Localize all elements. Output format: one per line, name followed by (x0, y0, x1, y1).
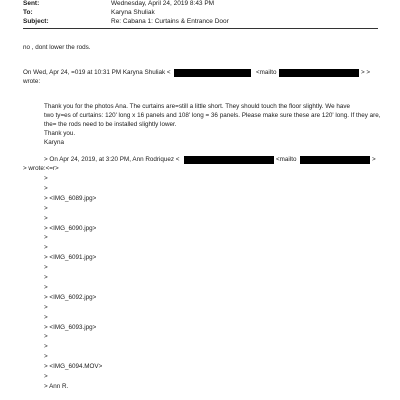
quoted-line: > (44, 204, 48, 212)
quoted-line: > (44, 274, 48, 281)
quoted-line: > (44, 234, 48, 242)
para-line: Thank you for the photos Ana. The curtains are=still a little short. They should touch the floor slightly. We have (44, 103, 350, 110)
to-value: Karyna Shuliak (111, 9, 155, 16)
quoted-line: > (44, 175, 48, 182)
quote-close: > > (361, 69, 371, 76)
para-line: the= the rods need to be installed slightly lower. (44, 121, 177, 128)
signature: Karyna (44, 139, 64, 146)
sent-label: Sent: (23, 0, 40, 7)
redacted-email (184, 156, 274, 164)
quote-mailto: <mailto (256, 69, 277, 76)
sent-value: Wednesday, April 24, 2019 8:43 PM (111, 0, 215, 7)
quoted-line: > (44, 333, 48, 341)
nested-wrote: > wrote:<=r> (23, 165, 59, 172)
quoted-line: > <IMG_6094.MOV> (44, 363, 103, 371)
redacted-email (279, 69, 359, 77)
quoted-line: > <IMG_6093.jpg> (44, 323, 97, 331)
redacted-email (300, 156, 370, 164)
quote-wrote: wrote: (23, 78, 41, 85)
quoted-line: > (44, 244, 48, 252)
quoted-line: > (44, 373, 48, 380)
quoted-line: > <IMG_6092.jpg> (44, 293, 97, 301)
quoted-line: > (44, 283, 48, 291)
quoted-line: > (44, 303, 48, 311)
quote-header-text: On Wed, Apr 24, =019 at 10:31 PM Karyna Shuliak < (23, 69, 171, 76)
quoted-line: > (44, 343, 48, 351)
quoted-line: > (44, 184, 48, 192)
quoted-line: > (44, 353, 48, 361)
reply-text: no , dont lower the rods. (23, 44, 91, 51)
subject-value: Re: Cabana 1: Curtains & Entrance Door (111, 18, 229, 25)
header-divider (23, 28, 378, 29)
quoted-line: > (44, 214, 48, 222)
nested-close: > (372, 156, 376, 163)
redacted-email (174, 69, 251, 77)
quoted-line: > <IMG_6089.jpg> (44, 194, 97, 202)
para-line: two ty=es of curtains: 120' long x 16 panels and 108' long = 36 panels. Please make sure these are 120' long. If they are, (44, 112, 381, 119)
quoted-line: > (44, 313, 48, 321)
quoted-line: > Ann R. (44, 382, 69, 390)
subject-label: Subject: (23, 18, 49, 25)
quoted-line: > <IMG_6090.jpg> (44, 224, 97, 232)
nested-mailto: <mailto (276, 156, 297, 163)
thanks-text: Thank you. (44, 130, 76, 137)
quoted-line: > (44, 264, 48, 272)
quoted-line: > <IMG_6091.jpg> (44, 254, 97, 262)
nested-header-text: > On Apr 24, 2019, at 3:20 PM, Ann Rodriquez < (44, 156, 180, 163)
to-label: To: (23, 9, 33, 16)
